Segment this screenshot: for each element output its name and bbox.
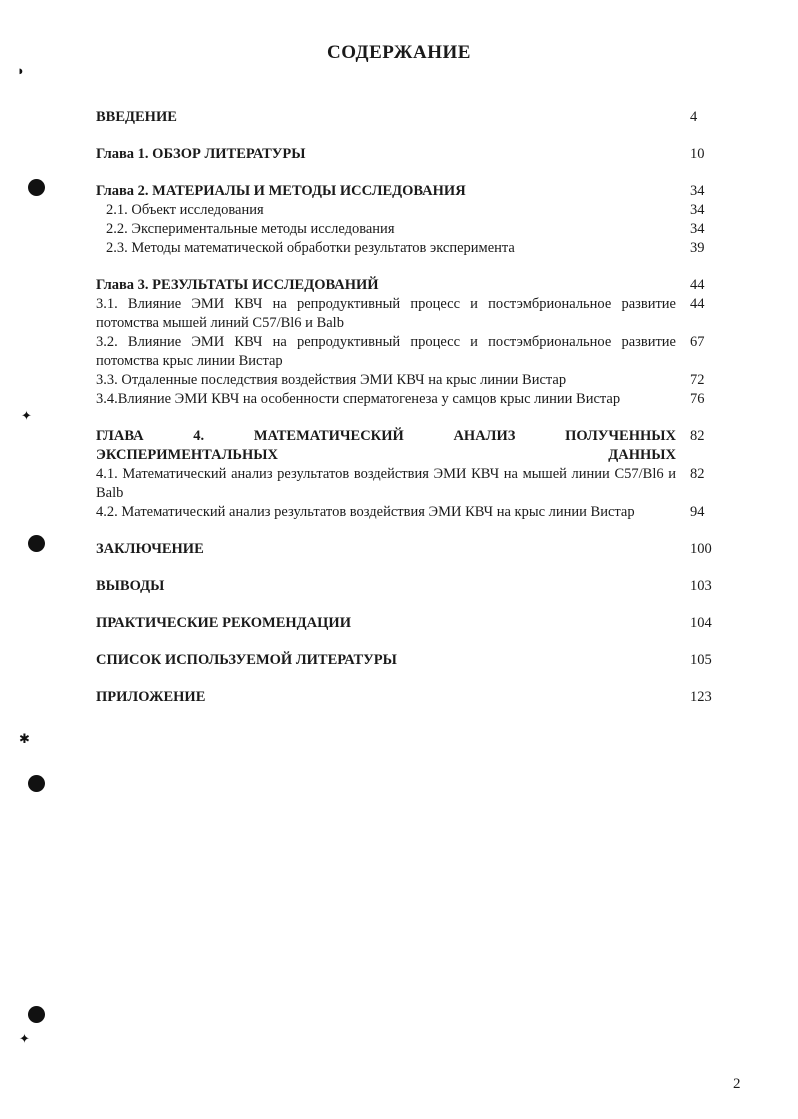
toc-entry-text: 2.2. Экспериментальные методы исследования	[106, 221, 395, 237]
toc-entry-text: 2.3. Методы математической обработки результатов эксперимента	[106, 240, 515, 256]
toc-entry-2-2	[96, 220, 716, 239]
toc-entry-page: 104	[690, 615, 712, 631]
toc-entry-2-1	[96, 201, 716, 220]
toc-entry-text: 3.2. Влияние ЭМИ КВЧ на репродуктивный процесс и постэмбриональное развитие потомства крыс линии Вистар	[96, 334, 676, 369]
scan-speck-mark: ◗	[17, 63, 25, 78]
toc-entry-text: Глава 1. ОБЗОР ЛИТЕРАТУРЫ	[96, 146, 306, 162]
toc-entry-page: 10	[690, 146, 705, 162]
toc-entry-page: 34	[690, 202, 705, 218]
toc-entry-text: 3.4.Влияние ЭМИ КВЧ на особенности сперматогенеза у самцов крыс линии Вистар	[96, 391, 621, 407]
table-of-contents	[96, 108, 716, 707]
scan-speck-mark: ✦	[21, 408, 32, 423]
toc-entry-page: 44	[690, 277, 705, 293]
toc-entry-text: Глава 3. РЕЗУЛЬТАТЫ ИССЛЕДОВАНИЙ	[96, 277, 379, 293]
toc-entry-page: 105	[690, 652, 712, 668]
toc-entry-page: 34	[690, 183, 705, 199]
toc-entry-page: 82	[690, 466, 705, 482]
toc-entry-3-1	[96, 295, 716, 333]
punch-hole-dot	[28, 1006, 45, 1023]
toc-entry-chapter-3	[96, 276, 716, 295]
toc-entry-text: 3.3. Отдаленные последствия воздействия ЭМИ КВЧ на крыс линии Вистар	[96, 372, 567, 388]
toc-entry-page: 67	[690, 334, 705, 350]
toc-entry-page: 72	[690, 372, 705, 388]
toc-entry-chapter-1	[96, 145, 716, 164]
toc-entry-chapter-2	[96, 182, 716, 201]
punch-hole-dot	[28, 535, 45, 552]
punch-hole-dot	[28, 179, 45, 196]
toc-entry-text: 4.1. Математический анализ результатов воздействия ЭМИ КВЧ на мышей линии C57/Bl6 и Balb	[96, 466, 676, 501]
toc-entry-text: СПИСОК ИСПОЛЬЗУЕМОЙ ЛИТЕРАТУРЫ	[96, 652, 397, 668]
scan-speck-mark: ✱	[19, 731, 30, 746]
punch-hole-dot	[28, 775, 45, 792]
toc-entry-text: Глава 2. МАТЕРИАЛЫ И МЕТОДЫ ИССЛЕДОВАНИЯ	[96, 183, 466, 199]
page-title: СОДЕРЖАНИЕ	[327, 42, 471, 63]
toc-entry-text: 4.2. Математический анализ результатов воздействия ЭМИ КВЧ на крыс линии Вистар	[96, 504, 635, 520]
toc-entry-text: ПРАКТИЧЕСКИЕ РЕКОМЕНДАЦИИ	[96, 615, 351, 631]
toc-entry-intro	[96, 108, 716, 127]
toc-entry-3-3	[96, 371, 716, 390]
toc-entry-page: 76	[690, 391, 705, 407]
toc-entry-text: ВВЕДЕНИЕ	[96, 109, 177, 125]
toc-entry-conclusion	[96, 540, 716, 559]
toc-entry-page: 44	[690, 296, 705, 312]
toc-entry-chapter-4	[96, 427, 716, 465]
toc-entry-page: 94	[690, 504, 705, 520]
toc-entry-text: ПРИЛОЖЕНИЕ	[96, 689, 206, 705]
toc-entry-3-2	[96, 333, 716, 371]
page-number: 2	[733, 1076, 741, 1092]
toc-entry-page: 4	[690, 109, 698, 125]
toc-entry-page: 34	[690, 221, 705, 237]
toc-entry-page: 100	[690, 541, 712, 557]
scan-speck-mark: ✦	[19, 1031, 30, 1046]
toc-entry-findings	[96, 577, 716, 596]
toc-entry-4-2	[96, 503, 716, 522]
toc-entry-4-1	[96, 465, 716, 503]
toc-entry-recommendations	[96, 614, 716, 633]
toc-entry-page: 82	[690, 428, 705, 444]
toc-entry-text: 3.1. Влияние ЭМИ КВЧ на репродуктивный процесс и постэмбриональное развитие потомства мышей линий C57/Bl6 и Balb	[96, 296, 676, 331]
toc-entry-appendix	[96, 688, 716, 707]
toc-entry-text: 2.1. Объект исследования	[106, 202, 264, 218]
toc-entry-text: ЗАКЛЮЧЕНИЕ	[96, 541, 204, 557]
toc-entry-page: 39	[690, 240, 705, 256]
toc-entry-text: ГЛАВА 4. МАТЕМАТИЧЕСКИЙ АНАЛИЗ ПОЛУЧЕННЫХ ЭКСПЕРИМЕНТАЛЬНЫХ ДАННЫХ	[96, 428, 676, 463]
toc-entry-text: ВЫВОДЫ	[96, 578, 165, 594]
toc-entry-3-4	[96, 390, 716, 409]
toc-entry-2-3	[96, 239, 716, 258]
toc-entry-references	[96, 651, 716, 670]
toc-entry-page: 103	[690, 578, 712, 594]
toc-entry-page: 123	[690, 689, 712, 705]
